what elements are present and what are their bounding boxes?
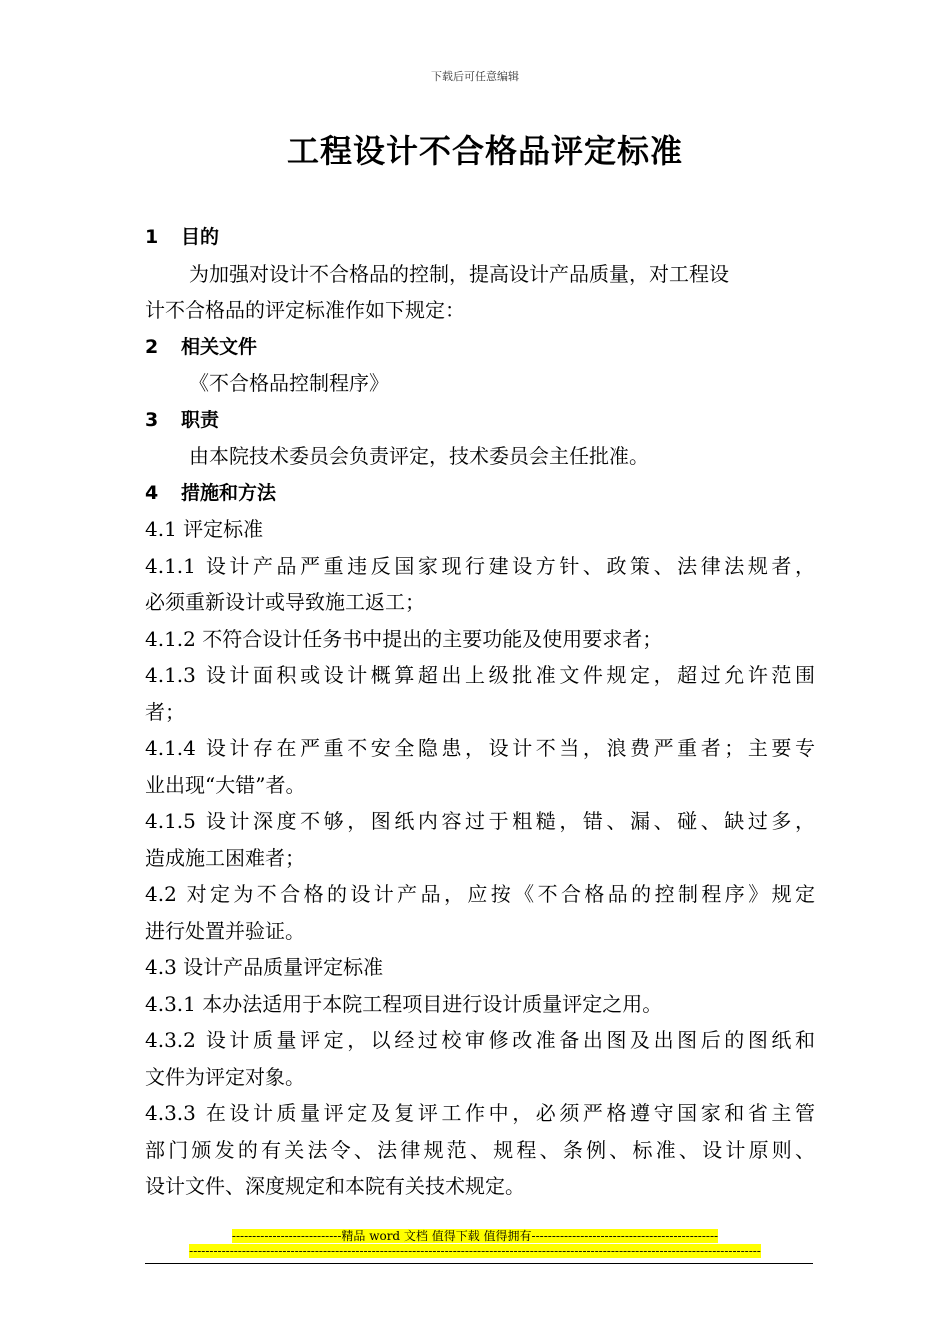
- clause-4-3-3-cont: 部门颁发的有关法令、法律规范、规程、条例、标准、设计原则、: [145, 1137, 815, 1162]
- clause-4-2-cont: 进行处置并验证。: [145, 918, 305, 943]
- clause-4-1-5-cont: 造成施工困难者；: [145, 845, 305, 870]
- section-number: 3: [145, 408, 159, 431]
- paragraph-line: 《不合格品控制程序》: [189, 371, 389, 395]
- paragraph-line: 计不合格品的评定标准作如下规定：: [145, 298, 465, 322]
- footer-banner-dashes: ---------------------------------------------------------------------------------------------------------------------------------------------: [189, 1244, 761, 1258]
- section-title: 职责: [181, 408, 220, 431]
- document-title: 工程设计不合格品评定标准: [286, 132, 683, 170]
- document-body: [145, 219, 815, 1205]
- section-title: 相关文件: [181, 335, 258, 358]
- paragraph-line: 由本院技术委员会负责评定，技术委员会主任批准。: [189, 444, 649, 468]
- section-number: 4: [145, 481, 159, 504]
- clause-4-1-4: 4.1.4 设计存在严重不安全隐患，设计不当，浪费严重者；主要专: [145, 736, 815, 760]
- footer-banner-rule: [0, 1244, 950, 1258]
- clause-4-1-4-cont: 业出现“大错”者。: [145, 772, 306, 797]
- section-number: 2: [145, 335, 159, 358]
- section-heading-3: [145, 402, 815, 439]
- footer-divider: [145, 1263, 813, 1264]
- section-heading-2: [145, 329, 815, 366]
- header-note: 下载后可任意编辑: [431, 70, 519, 83]
- clause-4-1-1: 4.1.1 设计产品严重违反国家现行建设方针、政策、法律法规者，: [145, 553, 815, 578]
- section-heading-1: [145, 219, 815, 256]
- clause-4-2: 4.2 对定为不合格的设计产品，应按《不合格品的控制程序》规定: [145, 882, 815, 906]
- clause-4-1-2: 4.1.2 不符合设计任务书中提出的主要功能及使用要求者；: [145, 626, 663, 651]
- clause-4-3-2: 4.3.2 设计质量评定，以经过校审修改准备出图及出图后的图纸和: [145, 1028, 815, 1052]
- paragraph-line: 为加强对设计不合格品的控制，提高设计产品质量，对工程设: [189, 261, 729, 286]
- footer-banner-text: ---------------------------精品 word 文档 值得下载 值得拥有----------------------------------------------: [231, 1229, 719, 1243]
- clause-4-1-3-cont: 者；: [145, 699, 185, 724]
- clause-4-3-2-cont: 文件为评定对象。: [145, 1064, 305, 1089]
- clause-4-3-3: 4.3.3 在设计质量评定及复评工作中，必须严格遵守国家和省主管: [145, 1101, 815, 1125]
- subsection-heading-4-3: 4.3 设计产品质量评定标准: [145, 955, 384, 979]
- footer-banner: [0, 1229, 950, 1243]
- subsection-heading-4-1: 4.1 评定标准: [145, 517, 264, 541]
- clause-4-1-5: 4.1.5 设计深度不够，图纸内容过于粗糙，错、漏、碰、缺过多，: [145, 809, 815, 833]
- clause-4-1-3: 4.1.3 设计面积或设计概算超出上级批准文件规定，超过允许范围: [145, 663, 815, 687]
- clause-4-3-1: 4.3.1 本办法适用于本院工程项目进行设计质量评定之用。: [145, 991, 663, 1016]
- clause-4-3-3-end: 设计文件、深度规定和本院有关技术规定。: [145, 1174, 525, 1198]
- section-title: 目的: [181, 226, 220, 248]
- section-heading-4: [145, 475, 815, 512]
- section-title: 措施和方法: [181, 481, 277, 504]
- section-number: 1: [145, 226, 159, 248]
- clause-4-1-1-cont: 必须重新设计或导致施工返工；: [145, 590, 425, 614]
